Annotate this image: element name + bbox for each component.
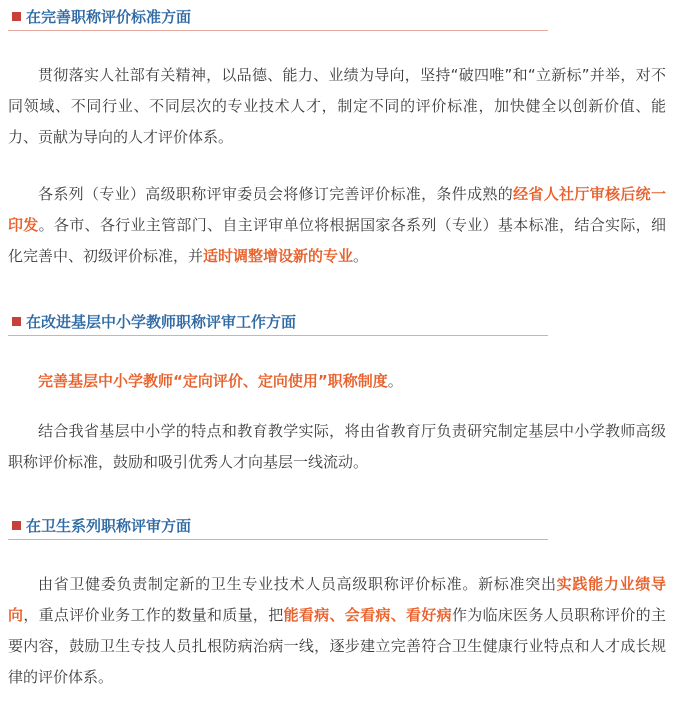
section-header-standards — [8, 6, 548, 31]
paragraph-text: 。各市、各行业主管部门、自主评审单位将根据国家各系列（专业）基本标准，结合实际，细化完善中、初级评价标准，并 — [8, 216, 666, 265]
paragraph-text: 各系列（专业）高级职称评审委员会将修订完善评价标准，条件成熟的 — [38, 185, 514, 203]
paragraph-text: ，重点评价业务工作的数量和质量，把 — [23, 606, 284, 624]
section-title: 在完善职称评价标准方面 — [26, 8, 192, 26]
highlight-text: 完善基层中小学教师“定向评价、定向使用”职称制度 — [38, 372, 388, 390]
paragraph — [8, 366, 666, 397]
paragraph — [8, 179, 666, 272]
section-title: 在改进基层中小学教师职称评审工作方面 — [26, 313, 297, 331]
red-square-icon — [12, 317, 21, 326]
paragraph — [8, 416, 666, 478]
paragraph — [8, 569, 666, 693]
highlight-text: 能看病、会看病、看好病 — [283, 606, 452, 624]
red-square-icon — [12, 12, 21, 21]
section-header-teachers — [8, 311, 548, 336]
paragraph-text: 结合我省基层中小学的特点和教育教学实际，将由省教育厅负责研究制定基层中小学教师高级职称评价标准，鼓励和吸引优秀人才向基层一线流动。 — [8, 422, 666, 471]
section-title: 在卫生系列职称评审方面 — [26, 517, 192, 535]
highlight-text: 适时调整增设新的专业 — [203, 247, 354, 265]
section-header-health — [8, 515, 548, 540]
red-square-icon — [12, 521, 21, 530]
paragraph-text: 。 — [387, 372, 403, 390]
paragraph-text: 由省卫健委负责制定新的卫生专业技术人员高级职称评价标准。新标准突出 — [38, 575, 557, 593]
highlight-text: 实践能力业绩导向 — [8, 575, 666, 624]
paragraph-text: 作为临床医务人员职称评价的主要内容，鼓励卫生专技人员扎根防病治病一线，逐步建立完善符合卫生健康行业特点和人才成长规律的评价体系。 — [8, 606, 666, 686]
paragraph-text: 贯彻落实人社部有关精神，以品德、能力、业绩为导向，坚持“破四唯”和“立新标”并举，对不同领域、不同行业、不同层次的专业技术人才，制定不同的评价标准，加快健全以创新价值、能力、贡献为导向的人才评价体系。 — [8, 66, 666, 146]
highlight-text: 经省人社厅审核后统一印发 — [8, 185, 666, 234]
paragraph-text: 。 — [353, 247, 369, 265]
paragraph — [8, 60, 666, 153]
